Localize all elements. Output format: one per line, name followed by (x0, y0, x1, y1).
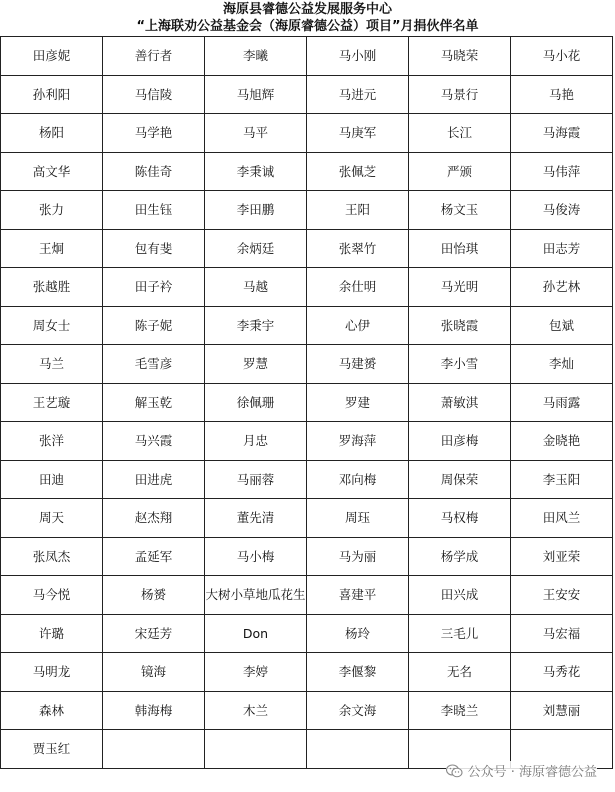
name-cell: 田进虎 (103, 460, 205, 499)
name-cell: 王阳 (307, 191, 409, 230)
name-cell: 马光明 (409, 268, 511, 307)
name-cell: 无名 (409, 653, 511, 692)
name-cell: 陈子妮 (103, 306, 205, 345)
name-cell: 田志芳 (511, 229, 613, 268)
name-cell: 马景行 (409, 75, 511, 114)
wechat-icon (446, 764, 463, 778)
name-cell: 马兴霞 (103, 422, 205, 461)
name-cell: 李偃黎 (307, 653, 409, 692)
name-cell: 金晓艳 (511, 422, 613, 461)
name-cell: 马信陵 (103, 75, 205, 114)
name-cell: 马建赟 (307, 345, 409, 384)
name-cell: 余炳廷 (205, 229, 307, 268)
table-row (1, 422, 613, 461)
name-cell: 杨玲 (307, 614, 409, 653)
name-cell: 刘慧丽 (511, 691, 613, 730)
name-cell: 李玉阳 (511, 460, 613, 499)
name-cell: 李晓兰 (409, 691, 511, 730)
list-title: “上海联劝公益基金会（海原睿德公益）项目”月捐伙伴名单 (136, 19, 479, 34)
organization-title: 海原县睿德公益发展服务中心 (222, 2, 392, 17)
name-cell: 严颁 (409, 152, 511, 191)
name-cell: 马进元 (307, 75, 409, 114)
name-cell: 马雨露 (511, 383, 613, 422)
table-row (1, 37, 613, 76)
name-cell: 田风兰 (511, 499, 613, 538)
table-row (1, 383, 613, 422)
name-cell: 董先清 (205, 499, 307, 538)
table-row (1, 499, 613, 538)
name-cell: 田兴成 (409, 576, 511, 615)
name-cell: 马海霞 (511, 114, 613, 153)
name-cell: 马小梅 (205, 537, 307, 576)
table-row (1, 114, 613, 153)
name-cell: 李田鹏 (205, 191, 307, 230)
table-row (1, 576, 613, 615)
table-row (1, 537, 613, 576)
list-header (0, 0, 615, 36)
table-row (1, 268, 613, 307)
name-cell: 李小雪 (409, 345, 511, 384)
name-cell: 周珏 (307, 499, 409, 538)
name-cell: 大树小草地瓜花生 (205, 576, 307, 615)
name-cell: 马俊涛 (511, 191, 613, 230)
name-cell: 周保荣 (409, 460, 511, 499)
name-cell: 张晓霞 (409, 306, 511, 345)
name-cell: 解玉乾 (103, 383, 205, 422)
table-row (1, 306, 613, 345)
table-row (1, 229, 613, 268)
table-row (1, 191, 613, 230)
name-cell: 邓向梅 (307, 460, 409, 499)
name-cell: 陈佳奇 (103, 152, 205, 191)
name-cell: 孙利阳 (1, 75, 103, 114)
name-cell: 马学艳 (103, 114, 205, 153)
name-cell: 李秉诚 (205, 152, 307, 191)
name-cell: 许璐 (1, 614, 103, 653)
name-cell: 萧敏淇 (409, 383, 511, 422)
name-cell: 周女士 (1, 306, 103, 345)
name-cell: 田生钰 (103, 191, 205, 230)
name-cell: 张力 (1, 191, 103, 230)
name-cell: 马小刚 (307, 37, 409, 76)
name-cell: 王艺璇 (1, 383, 103, 422)
name-cell: 李婷 (205, 653, 307, 692)
name-cell: 余文海 (307, 691, 409, 730)
name-cell: 杨文玉 (409, 191, 511, 230)
name-cell: 李曦 (205, 37, 307, 76)
name-cell: 王炯 (1, 229, 103, 268)
name-cell: 张佩芝 (307, 152, 409, 191)
table-row (1, 75, 613, 114)
name-cell: 韩海梅 (103, 691, 205, 730)
name-cell: 杨阳 (1, 114, 103, 153)
table-row (1, 345, 613, 384)
name-cell: 田彦妮 (1, 37, 103, 76)
watermark-text: 公众号 · 海原睿德公益 (467, 765, 597, 780)
name-cell: 张翠竹 (307, 229, 409, 268)
name-cell: 喜建平 (307, 576, 409, 615)
name-cell (103, 730, 205, 769)
name-cell: 森林 (1, 691, 103, 730)
table-row (1, 653, 613, 692)
name-cell: 田怡琪 (409, 229, 511, 268)
watermark (446, 761, 597, 780)
name-cell: 宋廷芳 (103, 614, 205, 653)
name-cell: 赵杰翔 (103, 499, 205, 538)
name-cell: 余仕明 (307, 268, 409, 307)
name-cell: 包有斐 (103, 229, 205, 268)
name-cell: 马为丽 (307, 537, 409, 576)
name-cell (205, 730, 307, 769)
name-cell: 田迪 (1, 460, 103, 499)
donor-name-table (0, 36, 613, 769)
name-cell: 马艳 (511, 75, 613, 114)
name-cell: 杨学成 (409, 537, 511, 576)
table-row (1, 691, 613, 730)
table-row (1, 460, 613, 499)
name-cell: 马丽蓉 (205, 460, 307, 499)
name-cell: 张凤杰 (1, 537, 103, 576)
name-cell: 王安安 (511, 576, 613, 615)
name-cell: 马宏福 (511, 614, 613, 653)
table-row (1, 152, 613, 191)
name-cell: 张越胜 (1, 268, 103, 307)
name-cell: 马今悦 (1, 576, 103, 615)
name-cell: 马伟萍 (511, 152, 613, 191)
name-cell: 马庚军 (307, 114, 409, 153)
name-cell: 马晓荣 (409, 37, 511, 76)
name-cell: 善行者 (103, 37, 205, 76)
name-cell: 长江 (409, 114, 511, 153)
name-cell: 马小花 (511, 37, 613, 76)
name-cell: 毛雪彦 (103, 345, 205, 384)
name-cell: 李秉宇 (205, 306, 307, 345)
name-cell: 杨赟 (103, 576, 205, 615)
name-cell: 周天 (1, 499, 103, 538)
name-cell: 徐佩珊 (205, 383, 307, 422)
name-cell: 刘亚荣 (511, 537, 613, 576)
name-cell: 罗建 (307, 383, 409, 422)
name-cell: 贾玉红 (1, 730, 103, 769)
name-cell: 马平 (205, 114, 307, 153)
name-cell: 木兰 (205, 691, 307, 730)
name-cell: Don (205, 614, 307, 653)
name-cell: 马兰 (1, 345, 103, 384)
name-cell: 月忠 (205, 422, 307, 461)
name-cell: 三毛儿 (409, 614, 511, 653)
name-cell: 马旭辉 (205, 75, 307, 114)
name-cell: 包斌 (511, 306, 613, 345)
name-cell: 孟延军 (103, 537, 205, 576)
name-cell: 高文华 (1, 152, 103, 191)
name-cell: 张洋 (1, 422, 103, 461)
name-cell (307, 730, 409, 769)
name-cell: 镜海 (103, 653, 205, 692)
name-cell: 马权梅 (409, 499, 511, 538)
name-cell: 田彦梅 (409, 422, 511, 461)
name-cell: 马明龙 (1, 653, 103, 692)
table-row (1, 614, 613, 653)
name-cell: 孙艺林 (511, 268, 613, 307)
name-cell: 李灿 (511, 345, 613, 384)
name-cell: 罗慧 (205, 345, 307, 384)
name-cell: 马秀花 (511, 653, 613, 692)
name-cell: 心伊 (307, 306, 409, 345)
name-cell: 马越 (205, 268, 307, 307)
name-cell: 田子衿 (103, 268, 205, 307)
name-cell: 罗海萍 (307, 422, 409, 461)
